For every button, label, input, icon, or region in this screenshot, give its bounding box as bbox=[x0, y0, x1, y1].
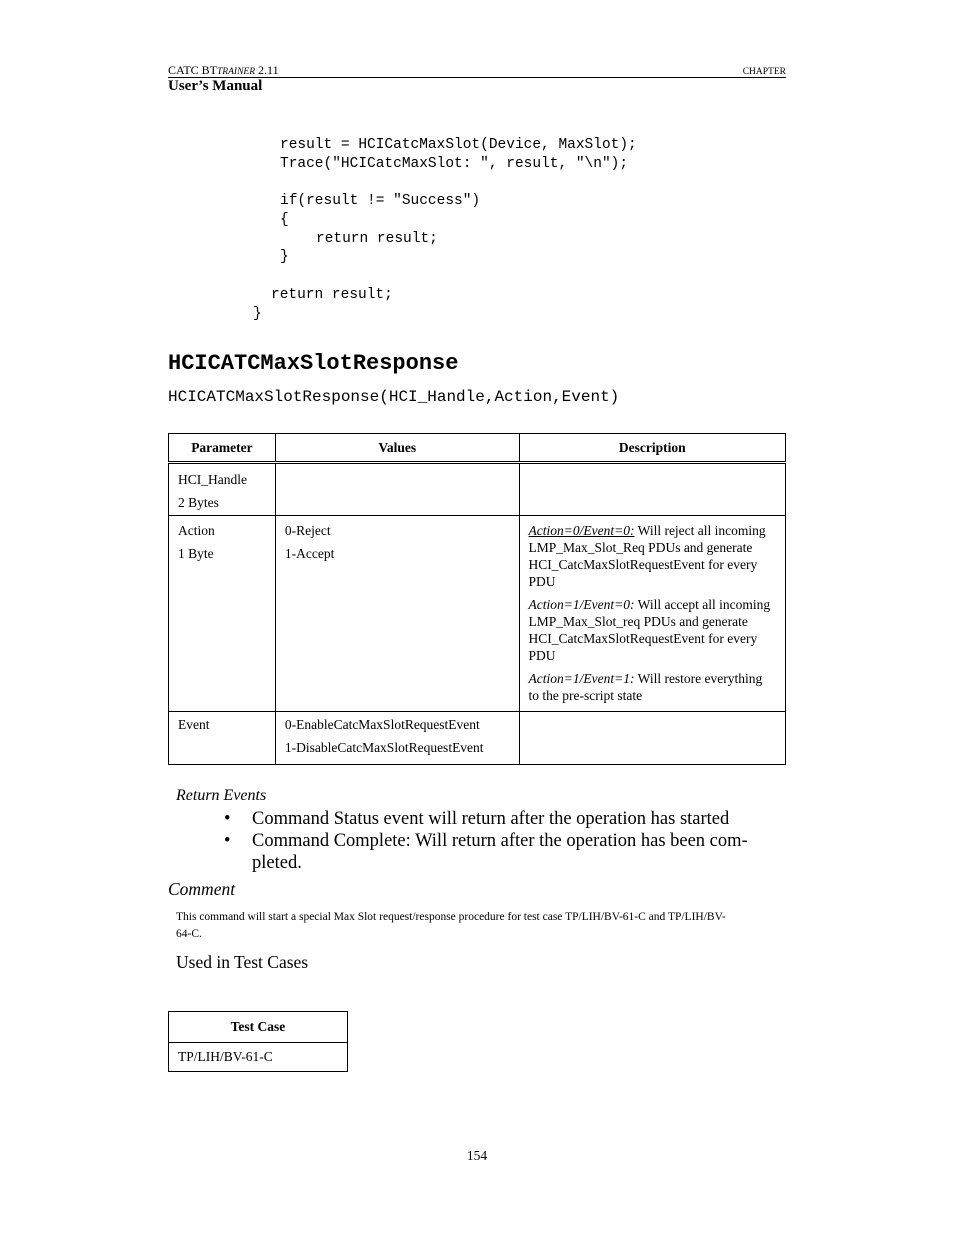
list-item-text: Command Status event will return after the operation has started bbox=[252, 809, 730, 829]
column-header: Description bbox=[519, 434, 785, 463]
code-line: Trace("HCICatcMaxSlot: ", result, "\n"); bbox=[280, 156, 629, 172]
value-item: 1-Accept bbox=[284, 546, 335, 561]
code-line: if(result != "Success") bbox=[280, 193, 481, 209]
table-header-row bbox=[169, 1012, 348, 1043]
param-name: Action bbox=[178, 523, 215, 538]
param-cell bbox=[169, 712, 276, 765]
column-header: Values bbox=[275, 434, 519, 463]
description-cell bbox=[519, 516, 785, 712]
column-header: Parameter bbox=[169, 434, 276, 463]
column-header: Test Case bbox=[169, 1012, 348, 1043]
table-row bbox=[169, 1043, 348, 1072]
param-name: Event bbox=[178, 717, 210, 732]
value-item: 1-DisableCatcMaxSlotRequestEvent bbox=[284, 740, 484, 755]
description-cell bbox=[519, 712, 785, 765]
test-case-cell: TP/LIH/BV-61-C bbox=[169, 1043, 348, 1072]
value-item: 0-EnableCatcMaxSlotRequestEvent bbox=[284, 717, 480, 732]
param-size: 1 Byte bbox=[178, 546, 214, 561]
code-line: } bbox=[280, 249, 289, 265]
description-label: Action=0/Event=0: bbox=[528, 523, 635, 538]
function-signature: HCICATCMaxSlotResponse(HCI_Handle,Action,Event) bbox=[168, 388, 620, 406]
header-subtitle: User’s Manual bbox=[168, 78, 263, 94]
description-label: Action=1/Event=1: bbox=[528, 671, 635, 686]
code-line: { bbox=[280, 212, 289, 228]
list-item bbox=[224, 808, 784, 830]
list-item bbox=[224, 830, 784, 874]
used-in-title: Used in Test Cases bbox=[176, 952, 309, 972]
code-line: result = HCICatcMaxSlot(Device, MaxSlot); bbox=[280, 137, 637, 153]
param-name: HCI_Handle bbox=[178, 472, 247, 487]
table-row bbox=[169, 516, 786, 712]
description-entry bbox=[529, 522, 776, 590]
test-case-table bbox=[168, 1011, 348, 1072]
code-line: return result; bbox=[316, 231, 438, 247]
value-item: 0-Reject bbox=[284, 523, 331, 538]
return-events-title: Return Events bbox=[176, 787, 267, 804]
table-header-row bbox=[169, 434, 786, 463]
comment-text: This command will start a special Max Slot request/response procedure for test case TP/LIH/BV-61-C and TP/LIH/BV-64-C. bbox=[176, 911, 726, 940]
header-chapter: CHAPTER bbox=[742, 67, 786, 77]
page-number: 154 bbox=[466, 1148, 488, 1163]
values-cell bbox=[275, 516, 519, 712]
param-cell bbox=[169, 516, 276, 712]
section-title: HCICATCMaxSlotResponse bbox=[168, 351, 459, 376]
description-text: Will restore everything to the pre-script state bbox=[528, 671, 763, 703]
return-events-list bbox=[224, 808, 784, 874]
description-label: Action=1/Event=0: bbox=[528, 597, 635, 612]
list-item-text: Command Complete: Will return after the operation has been com-pleted. bbox=[252, 831, 748, 873]
bullet-icon: • bbox=[224, 831, 231, 851]
code-line: return result; bbox=[271, 287, 393, 303]
description-entry bbox=[529, 596, 776, 664]
description-text: Will accept all incoming LMP_Max_Slot_req PDUs and generate HCI_CatcMaxSlotRequestEvent for every PDU bbox=[528, 597, 771, 663]
param-size: 2 Bytes bbox=[178, 495, 219, 510]
bullet-icon: • bbox=[224, 809, 231, 829]
description-text: Will reject all incoming LMP_Max_Slot_Req PDUs and generate HCI_CatcMaxSlotRequestEvent for every PDU bbox=[528, 523, 766, 589]
values-cell bbox=[275, 463, 519, 516]
values-cell bbox=[275, 712, 519, 765]
table-row bbox=[169, 463, 786, 516]
code-line: } bbox=[253, 306, 262, 322]
comment-title: Comment bbox=[168, 879, 236, 899]
parameter-table bbox=[168, 433, 786, 765]
header-product: CATC BTTRAINER 2.11 bbox=[168, 63, 279, 77]
description-entry bbox=[529, 670, 776, 704]
description-cell bbox=[519, 463, 785, 516]
param-cell bbox=[169, 463, 276, 516]
table-row bbox=[169, 712, 786, 765]
